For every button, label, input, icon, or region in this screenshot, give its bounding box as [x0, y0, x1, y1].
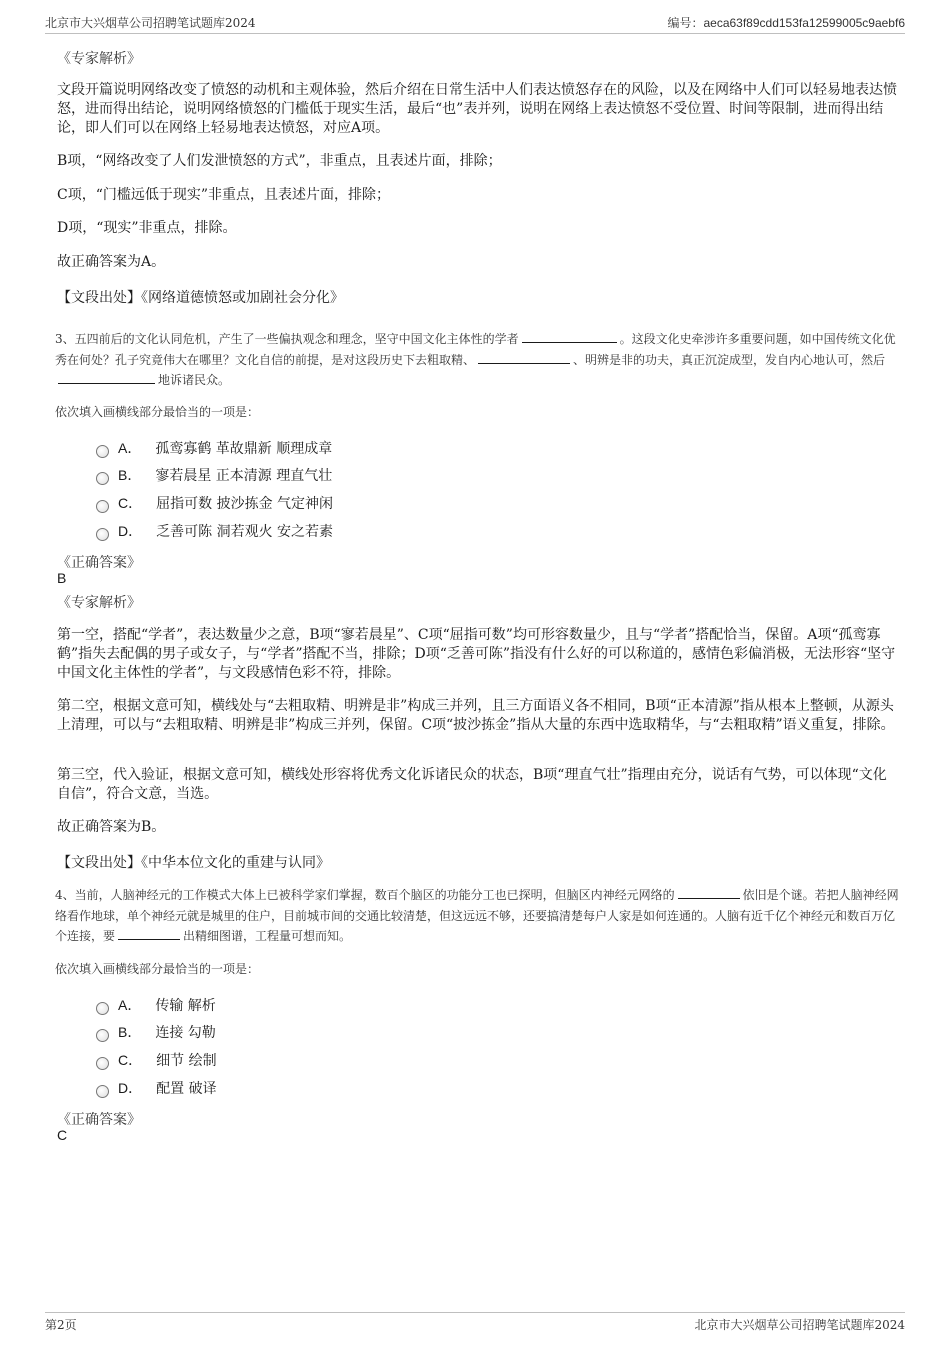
q3-option-b-text: 寥若晨星 正本清源 理直气壮 — [155, 468, 333, 484]
q3-analysis-para-1: 第一空，搭配“学者”，表达数量少之意，B项“寥若晨星”、C项“屈指可数”均可形容数量少，且与“学者”搭配恰当，保留。A项“孤鸾寡鹤”指失去配偶的男子或女子，与“学者”搭配不当，排除；D项“乏善可陈”指没有什么好的可以称道的，感情色彩偏消极，无法形容“坚守中国文化主体性的学者”，与文段感情色彩不符，排除。 — [57, 627, 896, 681]
q4-option-c[interactable] — [96, 1049, 217, 1071]
header-serial: 编号：aeca63f89cdd153fa12599005c9aebf6 — [667, 16, 905, 30]
q3-source: 【文段出处】《中华本位文化的重建与认同》 — [57, 855, 330, 871]
q3-answer: B — [57, 570, 67, 586]
q3-option-c-text: 屈指可数 披沙拣金 气定神闲 — [156, 496, 334, 512]
q4-option-c-key: C． — [118, 1052, 143, 1068]
footer-title: 北京市大兴烟草公司招聘笔试题库2024 — [694, 1318, 905, 1332]
q3-option-d[interactable] — [96, 520, 333, 542]
q4-option-d-text: 配置 破译 — [156, 1081, 217, 1097]
q3-blank-3 — [58, 370, 155, 384]
radio-icon[interactable] — [96, 445, 109, 458]
q3-text-part-4: 地诉诸民众。 — [158, 373, 231, 387]
q3-option-d-key: D． — [118, 523, 143, 539]
q4-option-b-text: 连接 勾勒 — [155, 1025, 216, 1041]
page-header — [45, 14, 905, 34]
prev-analysis-para-5: 故正确答案为A。 — [57, 254, 166, 270]
q3-option-d-text: 乏善可陈 洞若观火 安之若素 — [156, 524, 334, 540]
prev-analysis-para-2: B项，“网络改变了人们发泄愤怒的方式”，非重点，且表述片面，排除； — [57, 153, 502, 169]
q3-analysis-para-4: 故正确答案为B。 — [57, 819, 166, 835]
q3-blank-1 — [522, 329, 617, 343]
radio-icon[interactable] — [96, 528, 109, 541]
radio-icon[interactable] — [96, 1002, 109, 1015]
q4-blank-2 — [118, 926, 180, 940]
q3-analysis-para-3: 第三空，代入验证，根据文意可知，横线处形容将优秀文化诉诸民众的状态，B项“理直气壮”指理由充分，说话有气势，可以体现“文化自信”，符合文意，当选。 — [57, 767, 887, 802]
q4-answer-label: 《正确答案》 — [57, 1112, 141, 1128]
page-number: 第2页 — [45, 1318, 77, 1332]
q4-option-d[interactable] — [96, 1077, 217, 1099]
q3-option-b-key: B． — [118, 467, 142, 483]
prev-analysis-para-1: 文段开篇说明网络改变了愤怒的动机和主观体验，然后介绍在日常生活中人们表达愤怒存在的风险，以及在网络中人们可以轻易地表达愤怒，进而得出结论，说明网络愤怒的门槛低于现实生活，最后“也”表并列，说明在网络上表达愤怒不受位置、时间等限制，进而得出结论，即人们可以在网络上轻易地表达愤怒，对应A项。 — [57, 82, 897, 136]
question-3-text — [55, 329, 900, 391]
q3-option-a-key: A． — [118, 440, 142, 456]
q3-analysis-para-2: 第二空，根据文意可知，横线处与“去粗取精、明辨是非”构成三并列，且三方面语义各不相同，B项“正本清源”指从根本上整顿，从源头上清理，可以与“去粗取精、明辨是非”构成三并列，保留。C项“披沙拣金”指从大量的东西中选取精华，与“去粗取精”语义重复，排除。 — [57, 698, 895, 733]
q4-option-b[interactable] — [96, 1021, 216, 1043]
q4-prompt: 依次填入画横线部分最恰当的一项是： — [55, 962, 260, 976]
radio-icon[interactable] — [96, 1085, 109, 1098]
q3-prompt: 依次填入画横线部分最恰当的一项是： — [55, 405, 260, 419]
q3-option-a[interactable] — [96, 437, 332, 459]
prev-analysis-para-4: D项，“现实”非重点，排除。 — [57, 220, 237, 236]
q4-text-part-1: 4、当前，人脑神经元的工作模式大体上已被科学家们掌握，数百个脑区的功能分工也已探明，但脑区内神经元网络的 — [55, 888, 675, 902]
prev-source: 【文段出处】《网络道德愤怒或加剧社会分化》 — [57, 290, 344, 306]
q4-answer: C — [57, 1127, 68, 1143]
q4-option-a-key: A． — [118, 997, 142, 1013]
q3-blank-2 — [478, 350, 570, 364]
radio-icon[interactable] — [96, 1029, 109, 1042]
radio-icon[interactable] — [96, 500, 109, 513]
q3-text-part-3: 、明辨是非的功夫，真正沉淀成型，发自内心地认可，然后 — [573, 352, 886, 367]
q4-text-part-2: 依旧是个谜。若把人脑神经网络看作地球，单个神经元就是城里的住户，目前城市间的交通比较清楚，但这远远不够，还要搞清楚每户人家是如何连通的。人脑有近千亿个神经元和数百万亿个连接，要 — [55, 888, 899, 943]
prev-analysis-para-3: C项，“门槛远低于现实”非重点，且表述片面，排除； — [57, 187, 391, 203]
q3-text-part-2: 。这段文化史牵涉许多重要问题，如中国传统文化优秀在何处？孔子究竟伟大在哪里？文化自信的前提，是对这段历史下去粗取精、 — [55, 332, 896, 367]
q3-option-b[interactable] — [96, 464, 332, 486]
q3-analysis-label: 《专家解析》 — [57, 595, 141, 611]
radio-icon[interactable] — [96, 472, 109, 485]
page-footer — [45, 1312, 905, 1334]
q4-option-b-key: B． — [118, 1024, 142, 1040]
question-4-text — [55, 885, 900, 947]
radio-icon[interactable] — [96, 1057, 109, 1070]
q3-answer-label: 《正确答案》 — [57, 555, 141, 571]
q4-text-part-3: 出精细图谱，工程量可想而知。 — [183, 929, 352, 943]
q4-option-a[interactable] — [96, 994, 216, 1016]
q4-option-a-text: 传输 解析 — [155, 998, 216, 1014]
prev-analysis-label: 《专家解析》 — [57, 51, 141, 67]
q3-option-c-key: C． — [118, 495, 143, 511]
q4-option-c-text: 细节 绘制 — [156, 1053, 217, 1069]
header-title: 北京市大兴烟草公司招聘笔试题库2024 — [45, 16, 256, 30]
q3-text-part-1: 3、五四前后的文化认同危机，产生了一些偏执观念和理念，坚守中国文化主体性的学者 — [55, 332, 519, 346]
q3-option-a-text: 孤鸾寡鹤 革故鼎新 顺理成章 — [155, 441, 333, 457]
q4-blank-1 — [678, 885, 740, 899]
q3-option-c[interactable] — [96, 492, 333, 514]
q4-option-d-key: D． — [118, 1080, 143, 1096]
